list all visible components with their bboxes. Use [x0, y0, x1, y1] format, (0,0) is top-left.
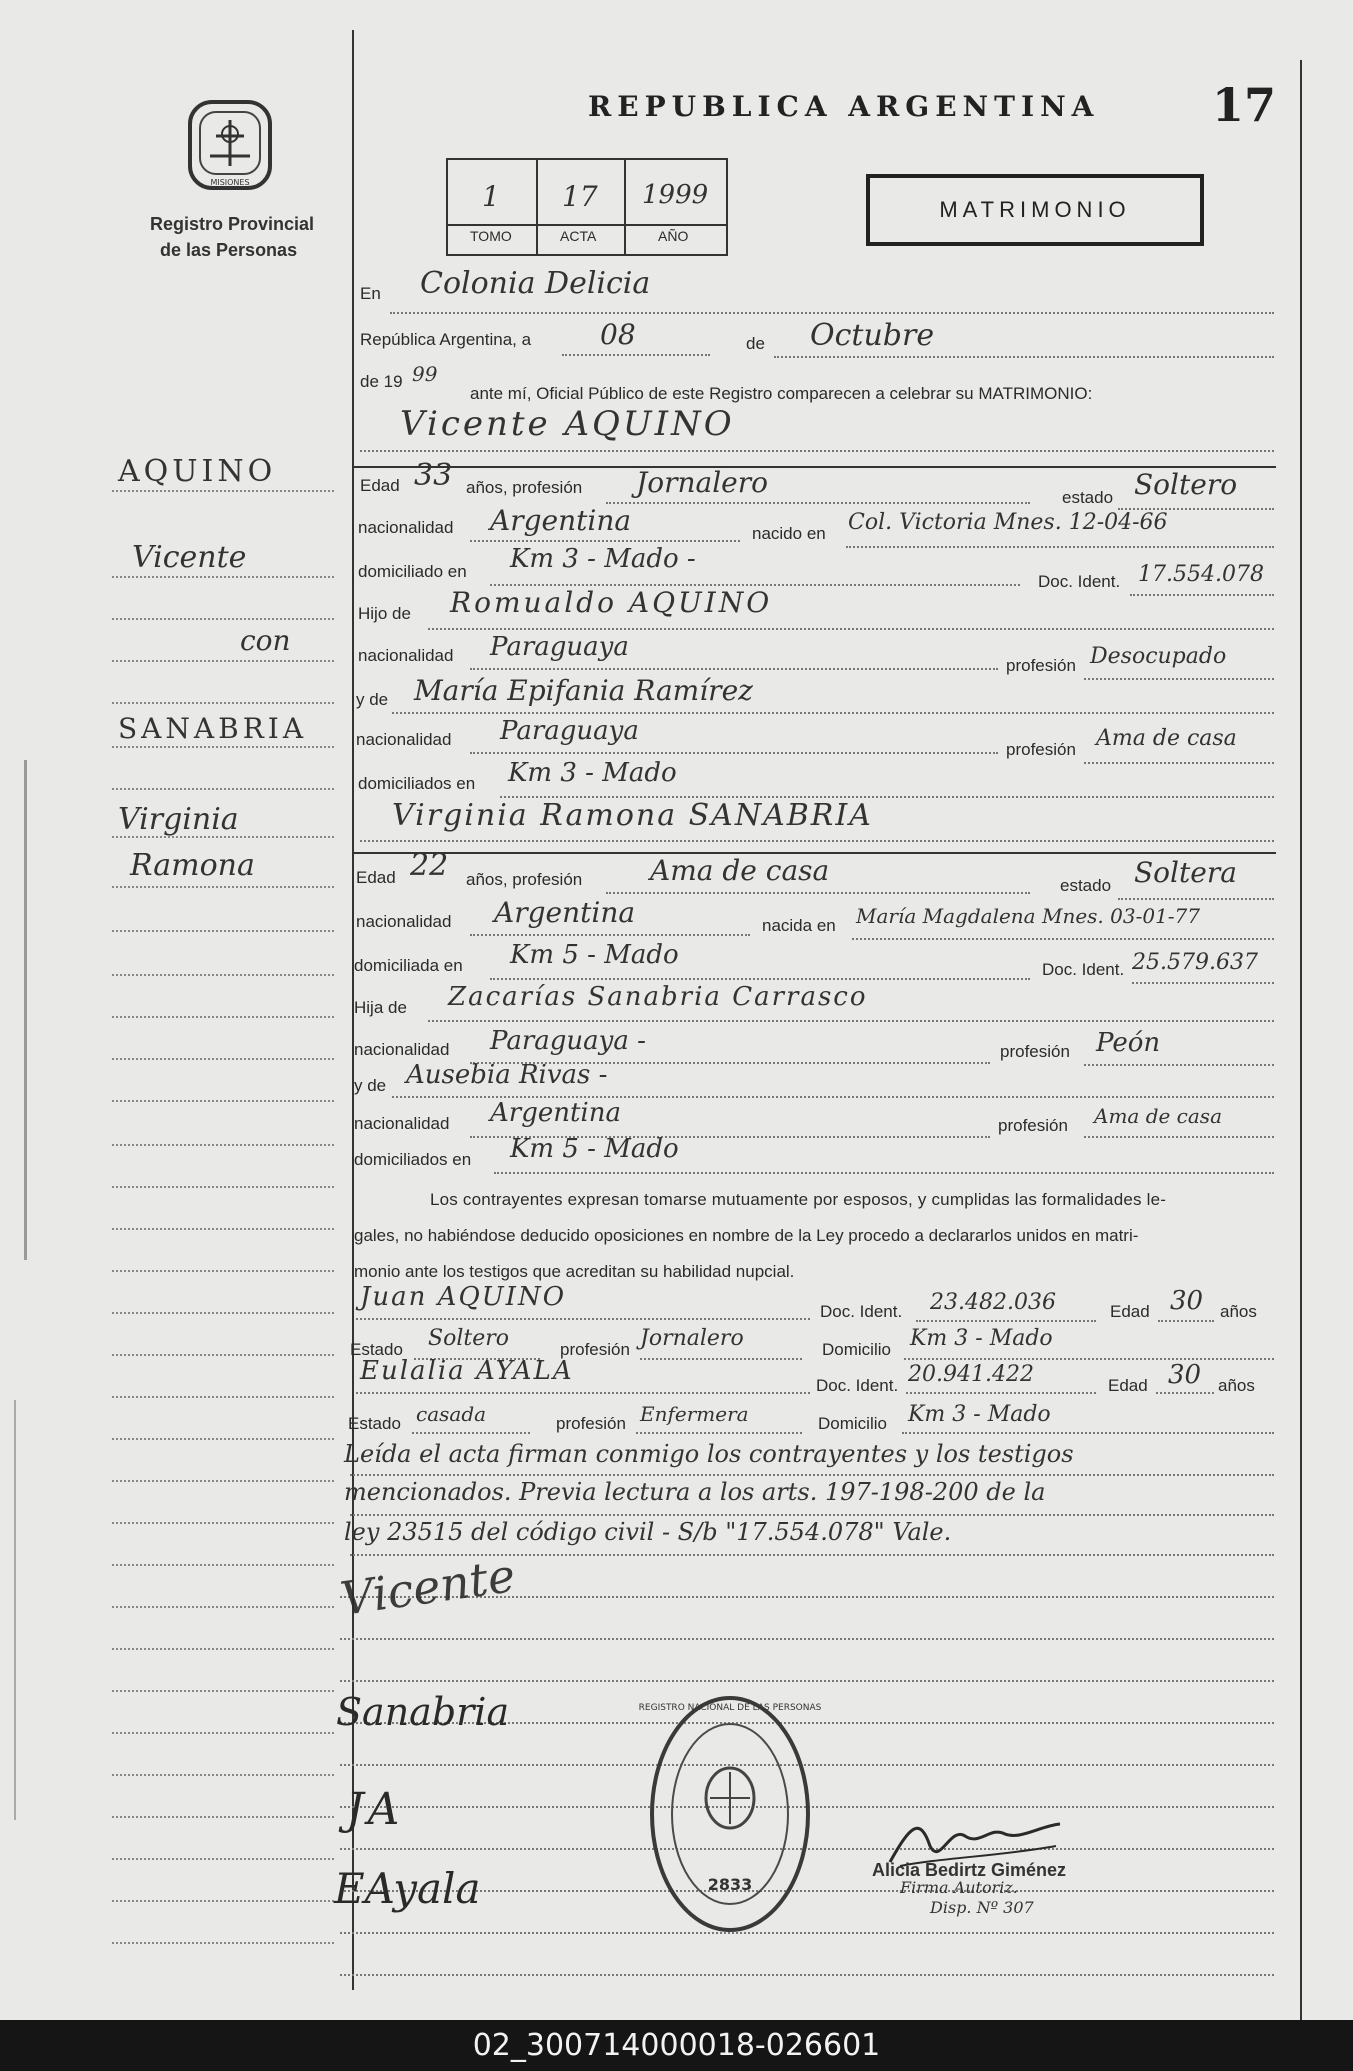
- margin-name-2: Vicente: [132, 540, 247, 575]
- groom-doc-value: 17.554.078: [1138, 562, 1264, 587]
- registry-name-line2: de las Personas: [160, 240, 298, 260]
- bride-parents-dom-value: Km 5 - Mado: [510, 1134, 679, 1164]
- witness2-doc-label: Doc. Ident.: [816, 1376, 899, 1395]
- groom-domicilio-value: Km 3 - Mado -: [510, 544, 696, 574]
- image-id-footer: [0, 2020, 1353, 2071]
- witness1-estado-label: Estado: [350, 1340, 403, 1359]
- bride-edad-label: Edad: [356, 868, 396, 887]
- witness2-anos-label: años: [1218, 1376, 1255, 1395]
- closing-line-2: mencionados. Previa lectura a los arts. 197-198-200 de la: [344, 1478, 1046, 1506]
- groom-edad-label: Edad: [360, 476, 400, 495]
- bride-nacida-label: nacida en: [762, 916, 836, 935]
- bride-mother-nac-label: nacionalidad: [354, 1114, 450, 1133]
- bride-father-prof-label: profesión: [1000, 1042, 1070, 1061]
- right-border-rule: [1300, 60, 1302, 2020]
- closing-line-1: Leída el acta firman conmigo los contrayentes y los testigos: [344, 1440, 1074, 1468]
- groom-estado-value: Soltero: [1134, 468, 1238, 501]
- witness1-domicilio-label: Domicilio: [822, 1340, 891, 1359]
- bride-domiciliada-label: domiciliada en: [354, 956, 463, 975]
- stamp-number: 2833: [707, 1875, 753, 1894]
- bride-doc-value: 25.579.637: [1132, 950, 1258, 975]
- doc-type-label: MATRIMONIO: [939, 197, 1131, 222]
- margin-name-5: Virginia: [118, 802, 239, 837]
- groom-mother-name: María Epifania Ramírez: [414, 674, 753, 707]
- groom-anos-profesion-label: años, profesión: [466, 478, 583, 497]
- bride-anos-profesion-label: años, profesión: [466, 870, 583, 889]
- groom-domiciliado-label: domiciliado en: [358, 562, 467, 581]
- signature-bride: Sanabria: [336, 1690, 510, 1734]
- margin-name-1: AQUINO: [118, 454, 277, 489]
- groom-mother-prof-label: profesión: [1006, 740, 1076, 759]
- bride-parents-dom-label: domiciliados en: [354, 1150, 472, 1169]
- groom-estado-label: estado: [1062, 488, 1114, 507]
- binding-stitch: [24, 760, 27, 1260]
- signature-witness1: JA: [346, 1784, 404, 1835]
- image-id-code: 02_300714000018-026601: [472, 2028, 881, 2063]
- bride-nacida-value: María Magdalena Mnes. 03-01-77: [856, 904, 1201, 928]
- witness2-doc-value: 20.941.422: [908, 1362, 1034, 1387]
- year-prefix: de 19: [360, 372, 403, 391]
- witness2-edad-label: Edad: [1108, 1376, 1148, 1395]
- year-value: 99: [412, 362, 438, 386]
- witness1-domicilio-value: Km 3 - Mado: [910, 1326, 1053, 1351]
- official-line2: Firma Autoriz.: [900, 1878, 1018, 1897]
- groom-father-prof-label: profesión: [1006, 656, 1076, 675]
- groom-nacido-value: Col. Victoria Mnes. 12-04-66: [848, 510, 1168, 535]
- bride-mother-prof-label: profesión: [998, 1116, 1068, 1135]
- bride-father-prof-value: Peón: [1096, 1028, 1161, 1058]
- closing-line-3: ley 23515 del código civil - S/b "17.554.078" Vale.: [344, 1518, 952, 1546]
- witness1-edad-label: Edad: [1110, 1302, 1150, 1321]
- groom-nacionalidad-value: Argentina: [490, 504, 632, 537]
- groom-nacido-label: nacido en: [752, 524, 826, 543]
- witness1-profesion-label: profesión: [560, 1340, 630, 1359]
- witness1-estado-value: Soltero: [428, 1326, 509, 1351]
- signature-witness2: EAyala: [334, 1864, 481, 1913]
- groom-mother-prof-value: Ama de casa: [1096, 726, 1237, 751]
- groom-full-name: Vicente AQUINO: [400, 404, 735, 444]
- bride-hija-label: Hija de: [354, 998, 407, 1017]
- bride-father-name: Zacarías Sanabria Carrasco: [448, 982, 868, 1012]
- groom-parents-dom-value: Km 3 - Mado: [508, 758, 677, 788]
- bride-estado-value: Soltera: [1134, 856, 1237, 889]
- groom-nacionalidad-label: nacionalidad: [358, 518, 454, 537]
- bride-nacionalidad-label: nacionalidad: [356, 912, 452, 931]
- witness2-profesion-value: Enfermera: [640, 1402, 749, 1426]
- month-de-label: de: [746, 334, 765, 353]
- bride-father-nac-label: nacionalidad: [354, 1040, 450, 1059]
- groom-mother-nac-label: nacionalidad: [356, 730, 452, 749]
- groom-parents-dom-label: domiciliados en: [358, 774, 476, 793]
- groom-profesion-value: Jornalero: [636, 466, 768, 499]
- groom-father-name: Romualdo AQUINO: [450, 586, 773, 619]
- bride-mother-label: y de: [354, 1076, 387, 1095]
- en-value: Colonia Delicia: [420, 266, 651, 301]
- witness1-name: Juan AQUINO: [360, 1282, 567, 1312]
- seal-caption: MISIONES: [210, 178, 250, 187]
- tomo-label: TOMO: [470, 228, 512, 244]
- bride-mother-prof-value: Ama de casa: [1094, 1104, 1222, 1128]
- tomo-value: 1: [482, 180, 500, 213]
- ano-value: 1999: [642, 180, 709, 210]
- bride-domicilio-value: Km 5 - Mado: [510, 940, 679, 970]
- bride-father-nac-value: Paraguaya -: [490, 1026, 646, 1056]
- signature-groom: Vicente: [337, 1548, 519, 1626]
- bride-nacionalidad-value: Argentina: [494, 896, 636, 929]
- witness2-profesion-label: profesión: [556, 1414, 626, 1433]
- margin-name-3: con: [240, 624, 291, 657]
- bride-doc-label: Doc. Ident.: [1042, 960, 1125, 979]
- republica-label: República Argentina, a: [360, 330, 532, 349]
- groom-father-prof-value: Desocupado: [1090, 644, 1227, 669]
- groom-father-nac-label: nacionalidad: [358, 646, 454, 665]
- witness2-edad-value: 30: [1168, 1360, 1202, 1390]
- binding-stitch-lower: [14, 1400, 16, 1820]
- ano-label: AÑO: [658, 228, 689, 244]
- margin-name-6: Ramona: [130, 848, 255, 883]
- witness1-profesion-value: Jornalero: [640, 1326, 744, 1351]
- official-stamp: [638, 1694, 822, 1934]
- declaration-line-3: monio ante los testigos que acreditan su habilidad nupcial.: [354, 1262, 795, 1281]
- bride-edad-value: 22: [410, 848, 449, 883]
- country-title: REPUBLICA ARGENTINA: [588, 90, 1100, 123]
- witness2-name: Eulalia AYALA: [360, 1356, 574, 1386]
- witness1-doc-value: 23.482.036: [930, 1290, 1056, 1315]
- bride-estado-label: estado: [1060, 876, 1112, 895]
- witness2-domicilio-value: Km 3 - Mado: [908, 1402, 1051, 1427]
- groom-mother-label: y de: [356, 690, 389, 709]
- stamp-text: REGISTRO NACIONAL DE LAS PERSONAS: [638, 1703, 822, 1713]
- bride-profesion-value: Ama de casa: [650, 854, 830, 887]
- doc-type-box: [866, 174, 1204, 246]
- provincial-seal-icon: [180, 96, 280, 196]
- official-line3: Disp. Nº 307: [930, 1898, 1034, 1917]
- groom-edad-value: 33: [414, 458, 453, 493]
- groom-father-nac-value: Paraguaya: [490, 632, 629, 662]
- groom-hijo-label: Hijo de: [358, 604, 411, 623]
- page-number: 17: [1212, 78, 1277, 132]
- witness1-doc-label: Doc. Ident.: [820, 1302, 903, 1321]
- margin-name-4: SANABRIA: [118, 712, 308, 745]
- official-name: Alicia Bedirtz Giménez: [872, 1860, 1067, 1880]
- day-value: 08: [600, 318, 636, 351]
- en-label: En: [360, 284, 381, 303]
- witness2-estado-value: casada: [416, 1402, 487, 1426]
- registry-name-line1: Registro Provincial: [150, 214, 315, 234]
- ante-text: ante mí, Oficial Público de este Registro comparecen a celebrar su MATRIMONIO:: [470, 384, 1093, 403]
- witness2-estado-label: Estado: [348, 1414, 401, 1433]
- acta-label: ACTA: [560, 228, 597, 244]
- bride-mother-name: Ausebia Rivas -: [406, 1060, 608, 1090]
- declaration-line-2: gales, no habiéndose deducido oposiciones en nombre de la Ley procedo a declararlos unidos en matri-: [354, 1226, 1139, 1245]
- groom-doc-label: Doc. Ident.: [1038, 572, 1121, 591]
- bride-full-name: Virginia Ramona SANABRIA: [392, 798, 873, 833]
- acta-value: 17: [562, 180, 598, 213]
- bride-mother-nac-value: Argentina: [490, 1098, 621, 1128]
- record-box: [446, 158, 728, 256]
- groom-mother-nac-value: Paraguaya: [500, 716, 639, 746]
- declaration-line-1: Los contrayentes expresan tomarse mutuamente por esposos, y cumplidas las formalidades le-: [430, 1190, 1167, 1209]
- month-value: Octubre: [810, 318, 935, 353]
- witness1-anos-label: años: [1220, 1302, 1257, 1321]
- witness1-edad-value: 30: [1170, 1286, 1204, 1316]
- witness2-domicilio-label: Domicilio: [818, 1414, 887, 1433]
